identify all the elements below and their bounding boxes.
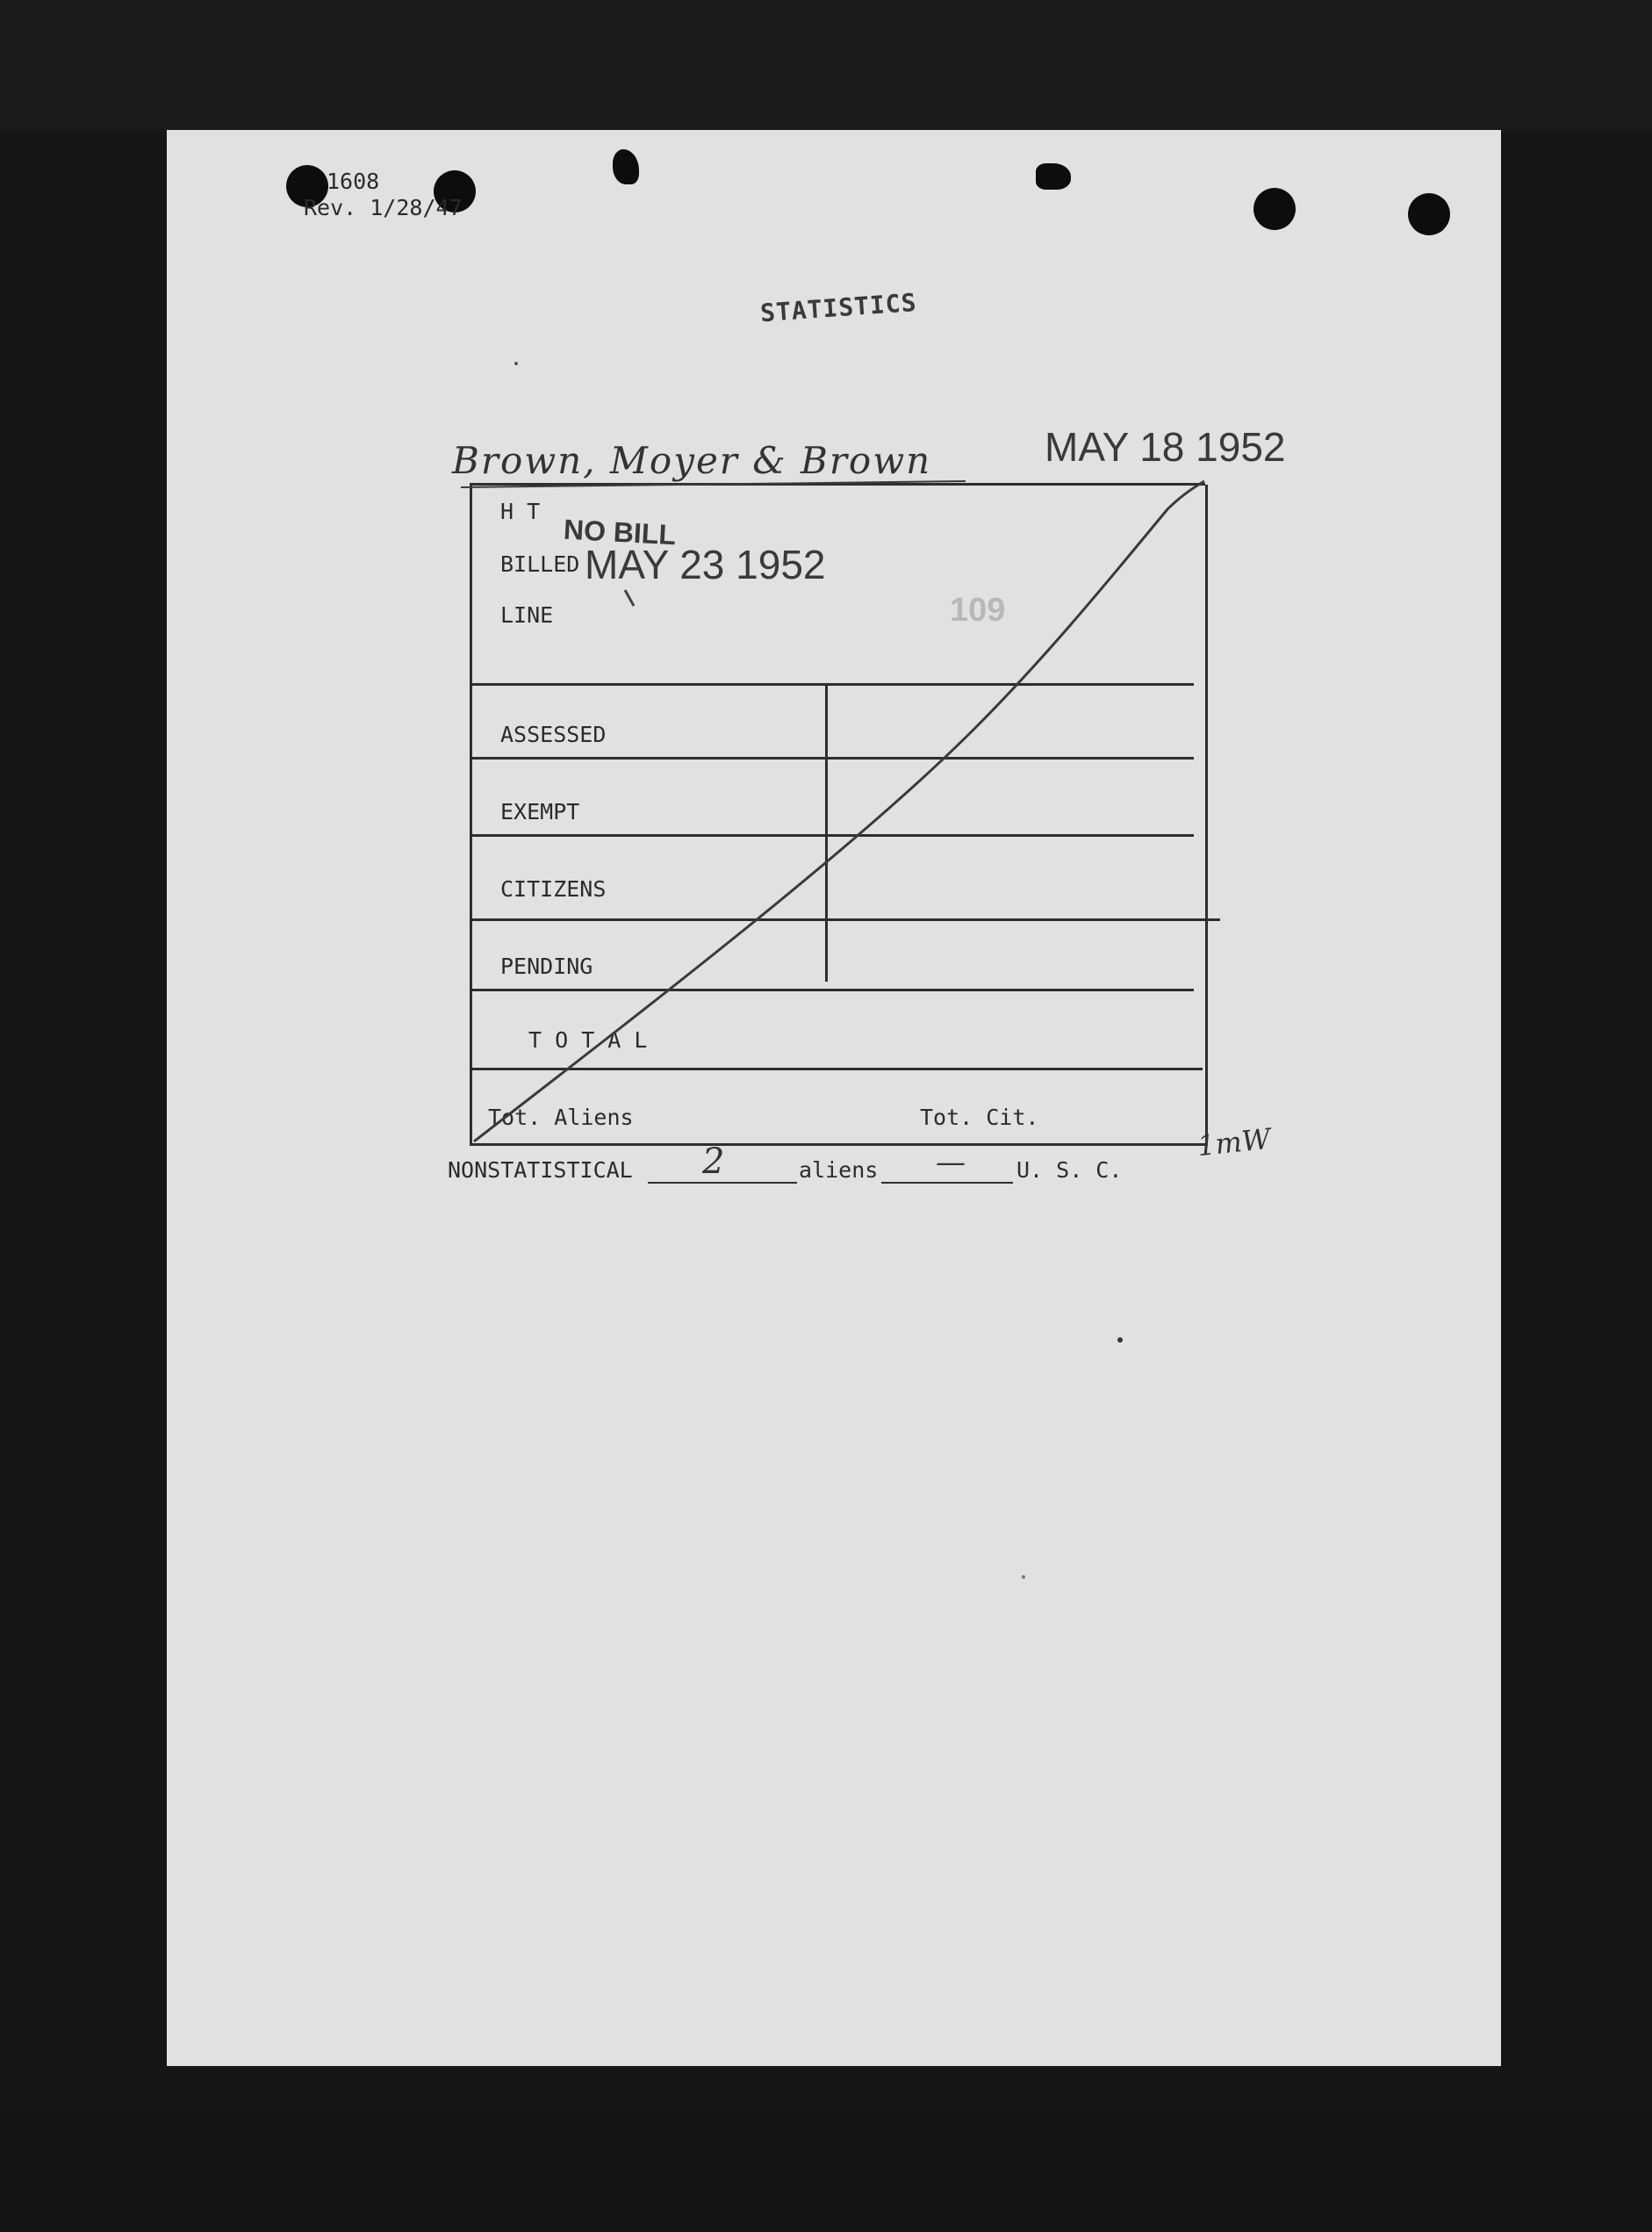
form-revision: Rev. 1/28/47 (304, 195, 463, 220)
scan-border-top (0, 0, 1652, 132)
form-number: 1608 (327, 169, 380, 194)
handwritten-initials: 1mW (1196, 1121, 1273, 1163)
punch-hole-right-2 (1408, 193, 1450, 235)
label-ht: H T (500, 499, 541, 524)
label-billed: BILLED (500, 551, 580, 577)
label-aliens: aliens (799, 1157, 879, 1183)
label-assessed: ASSESSED (500, 722, 607, 747)
faint-number-stamp: 109 (950, 592, 1006, 629)
punch-hole-right-1 (1253, 188, 1296, 230)
label-pending: PENDING (500, 954, 593, 979)
rule-5 (472, 989, 1194, 991)
label-tot-cit: Tot. Cit. (920, 1105, 1039, 1130)
billed-date-stamp: MAY 23 1952 (585, 542, 826, 587)
aliens-count: 2 (702, 1141, 725, 1182)
label-nonstatistical: NONSTATISTICAL (448, 1157, 633, 1183)
label-tot-aliens: Tot. Aliens (488, 1105, 634, 1130)
top-rule (470, 483, 1205, 486)
vertical-divider (825, 685, 828, 982)
rule-6 (472, 1068, 1203, 1070)
scan-border-bottom (0, 2107, 1652, 2232)
label-exempt: EXEMPT (500, 799, 580, 824)
aliens-underline (648, 1182, 797, 1184)
rule-2 (472, 757, 1194, 760)
label-citizens: CITIZENS (500, 876, 607, 902)
handwritten-name: Brown, Moyer & Brown (452, 439, 932, 482)
usc-count: — (936, 1145, 966, 1180)
label-usc: U. S. C. (1016, 1157, 1123, 1183)
label-total: T O T A L (528, 1027, 648, 1053)
rule-3 (472, 834, 1194, 837)
statistics-heading: STATISTICS (759, 287, 918, 328)
torn-mark-2 (1036, 163, 1071, 190)
label-line: LINE (500, 602, 554, 628)
received-date-stamp: MAY 18 1952 (1045, 424, 1286, 470)
rule-4 (472, 918, 1220, 921)
rule-1 (472, 683, 1194, 686)
usc-underline (881, 1182, 1013, 1184)
no-bill-stamp: NO BILL (563, 513, 677, 551)
